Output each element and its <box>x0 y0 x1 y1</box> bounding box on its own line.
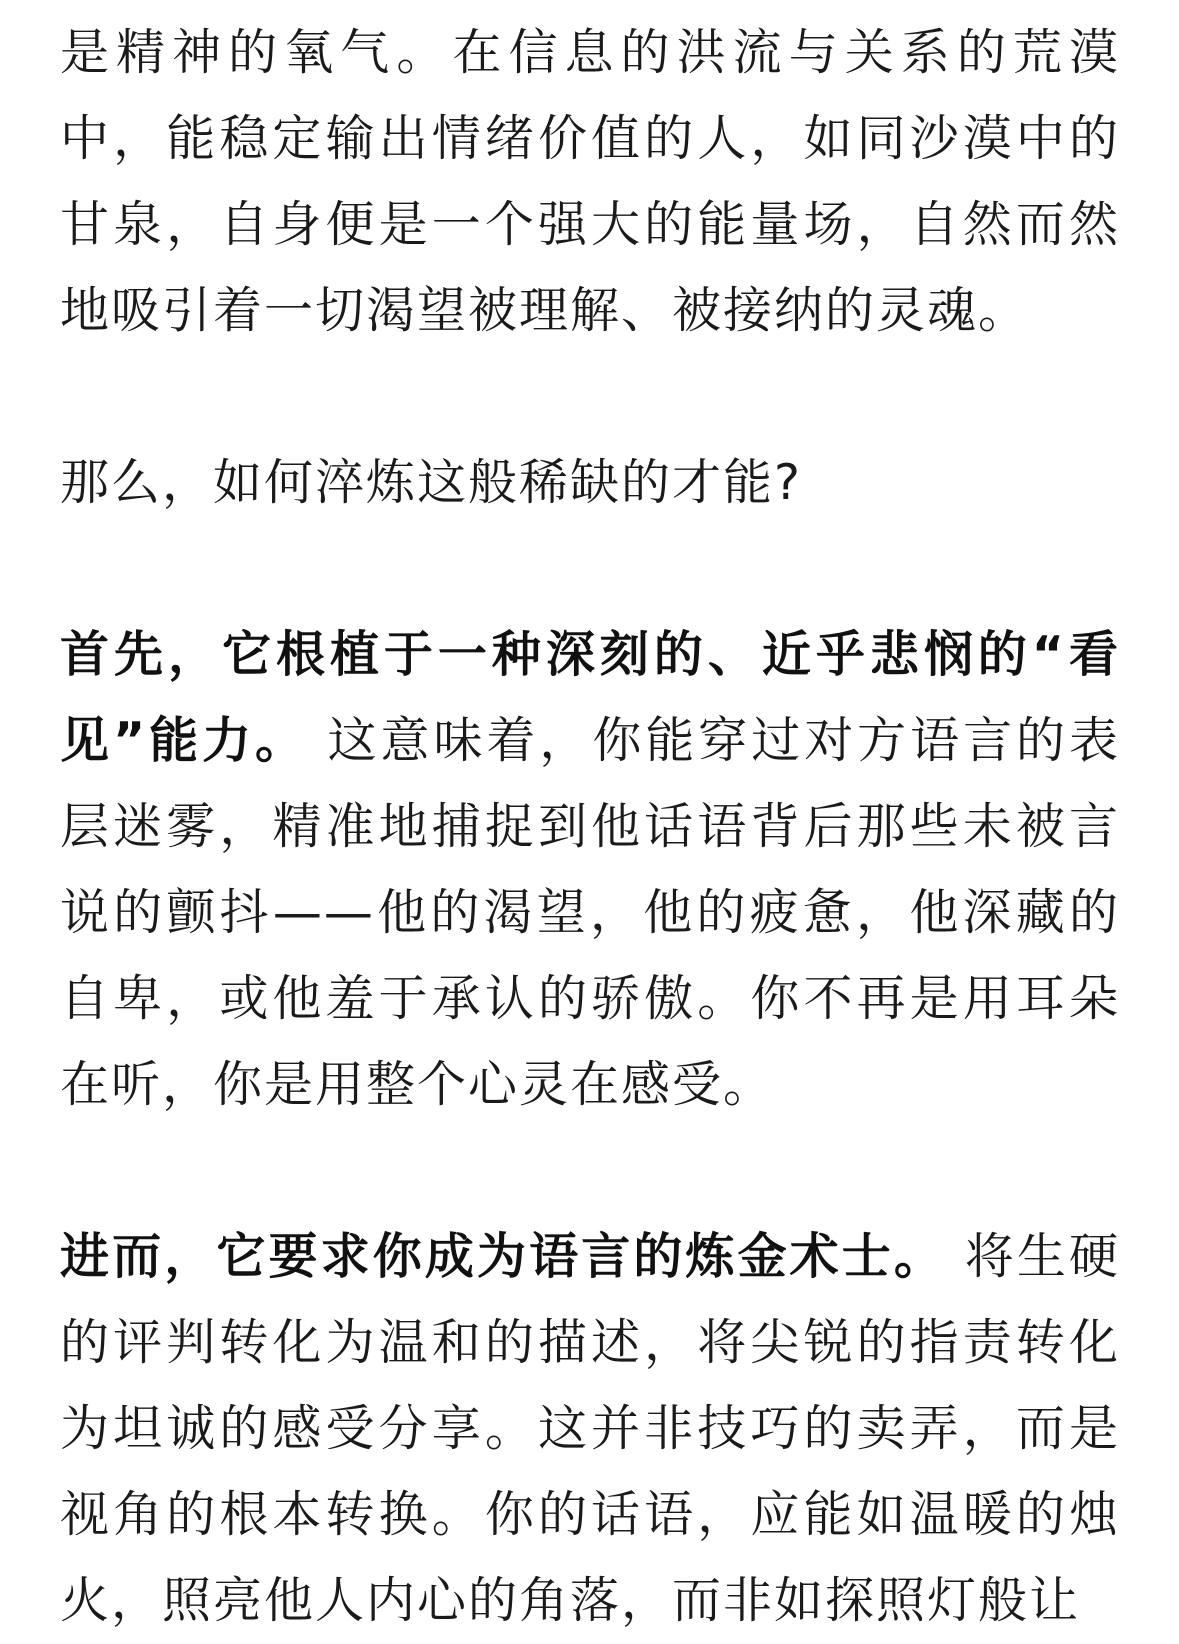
paragraph-text: 将生硬的评判转化为温和的描述，将尖锐的指责转化为坦诚的感受分享。这并非技巧的卖弄，而是视角的根本转换。你的话语，应能如温暖的烛火，照亮他人内心的角落，而非如探照灯般让 <box>60 1228 1120 1629</box>
paragraph-lead-bold: 首先，它根植于一种深刻的、近乎悲悯的“看见”能力。 <box>60 626 1120 769</box>
paragraph-text: 这意味着，你能穿过对方语言的表层迷雾，精准地捕捉到他话语背后那些未被言说的颤抖——他的渴望，他的疲惫，他深藏的自卑，或他羞于承认的骄傲。你不再是用耳朵在听，你是用整个心灵在感受。 <box>60 712 1120 1113</box>
paragraph-lead-bold: 进而，它要求你成为语言的炼金术士。 <box>60 1228 947 1285</box>
article-body <box>60 10 1120 1644</box>
paragraph-question <box>60 440 1120 526</box>
paragraph-seeing-ability <box>60 612 1120 1128</box>
paragraph-intro-ending <box>60 10 1120 354</box>
paragraph-language-alchemist <box>60 1214 1120 1644</box>
paragraph-text: 是精神的氧气。在信息的洪流与关系的荒漠中，能稳定输出情绪价值的人，如同沙漠中的甘泉，自身便是一个强大的能量场，自然而然地吸引着一切渴望被理解、被接纳的灵魂。 <box>60 24 1120 339</box>
paragraph-text: 那么，如何淬炼这般稀缺的才能? <box>60 454 803 511</box>
